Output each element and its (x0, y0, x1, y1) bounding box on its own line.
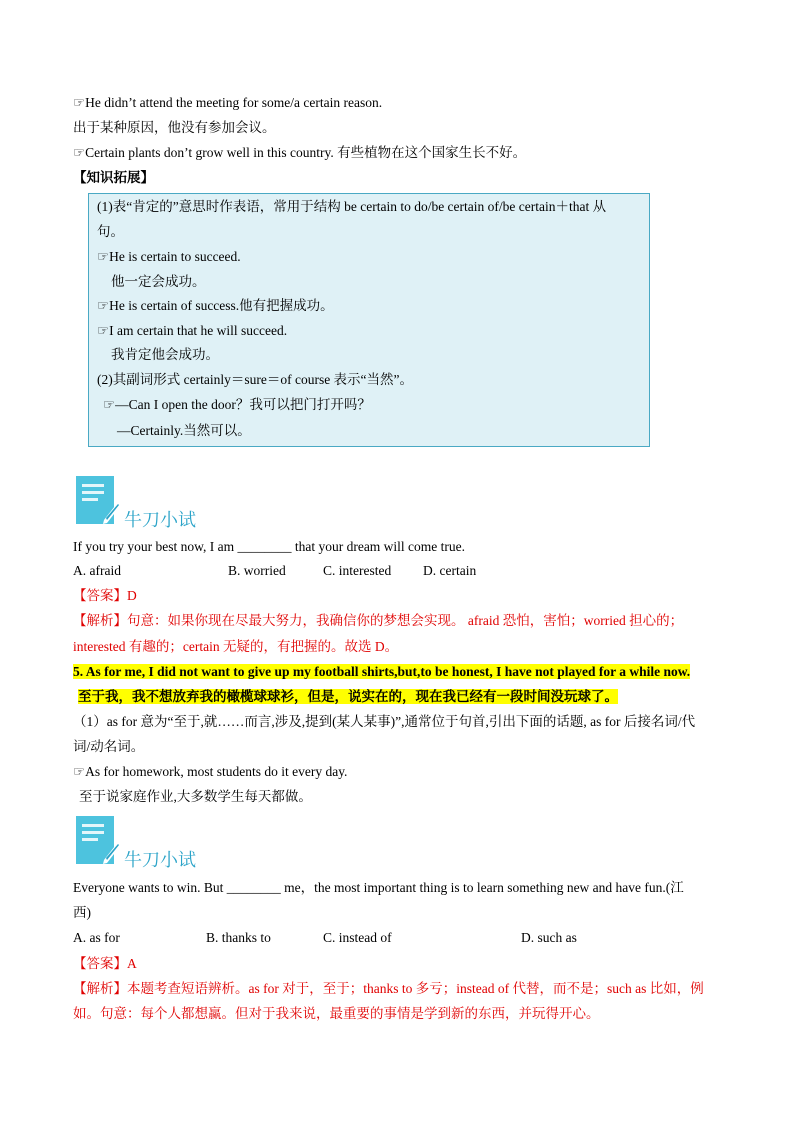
quiz2-option-b: B. thanks to (206, 930, 271, 945)
knowledge-line: ☞—Can I open the door？我可以把门打开吗？ (103, 397, 371, 412)
knowledge-line: —Certainly.当然可以。 (117, 423, 251, 438)
quiz2-option-d: D. such as (521, 930, 577, 945)
notepad-pencil-icon (74, 474, 122, 528)
point5-note: 词/动名词。 (73, 739, 145, 754)
knowledge-line: ☞He is certain to succeed. (97, 249, 241, 264)
intro-ex2: ☞Certain plants don’t grow well in this country. 有些植物在这个国家生长不好。 (73, 145, 527, 160)
knowledge-line: ☞I am certain that he will succeed. (97, 323, 288, 338)
quiz2-analysis: 【解析】本题考查短语辨析。as for 对于，至于；thanks to 多亏；instead of 代替，而不是；such as 比如，例 (73, 981, 704, 996)
quiz2-analysis: 如。句意：每个人都想赢。但对于我来说，最重要的事情是学到新的东西，并玩得开心。 (73, 1006, 600, 1021)
intro-ex1-zh: 出于某种原因，他没有参加会议。 (73, 120, 276, 135)
quiz-section-header (74, 814, 204, 870)
knowledge-heading: 【知识拓展】 (73, 170, 154, 185)
quiz1-analysis: 【解析】句意：如果你现在尽最大努力，我确信你的梦想会实现。 afraid 恐怕，害怕；worried 担心的； (73, 613, 684, 628)
quiz1-option-c: C. interested (323, 563, 392, 578)
quiz1-analysis: interested 有趣的；certain 无疑的，有把握的。故选 D。 (73, 639, 399, 654)
point5-example-en: ☞As for homework, most students do it every day. (73, 764, 348, 779)
quiz1-option-a: A. afraid (73, 563, 121, 578)
quiz-title: 牛刀小试 (124, 510, 196, 531)
point5-translation: 至于我，我不想放弃我的橄榄球球衫，但是，说实在的，现在我已经有一段时间没玩球了。 (78, 689, 618, 704)
quiz1-question: If you try your best now, I am ________ that your dream will come true. (73, 539, 466, 554)
point5-example-zh: 至于说家庭作业,大多数学生每天都做。 (79, 789, 312, 804)
knowledge-line: 他一定会成功。 (111, 274, 206, 289)
quiz2-option-a: A. as for (73, 930, 120, 945)
point5-sentence: 5. As for me, I did not want to give up my football shirts,but,to be honest, I have not played for a while now. (73, 664, 691, 679)
intro-ex1-en: ☞He didn’t attend the meeting for some/a certain reason. (73, 95, 383, 110)
quiz1-option-d: D. certain (423, 563, 477, 578)
point5-note: （1）as for 意为“至于,就……而言,涉及,提到(某人某事)”,通常位于句首,引出下面的话题, as for 后接名词/代 (73, 714, 696, 729)
quiz-title: 牛刀小试 (124, 850, 196, 871)
quiz2-option-c: C. instead of (323, 930, 392, 945)
knowledge-line: 句。 (97, 224, 124, 239)
knowledge-line: (1)表“肯定的”意思时作表语，常用于结构 be certain to do/be certain of/be certain＋that 从 (97, 199, 607, 214)
quiz-section-header (74, 474, 204, 530)
quiz2-question: 西) (73, 905, 91, 920)
knowledge-box (88, 193, 650, 447)
knowledge-line: 我肯定他会成功。 (111, 347, 219, 362)
knowledge-line: (2)其副词形式 certainly＝sure＝of course 表示“当然”。 (97, 372, 414, 387)
quiz1-option-b: B. worried (228, 563, 286, 578)
quiz2-question: Everyone wants to win. But ________ me，the most important thing is to learn something new and have fun.(江 (73, 880, 684, 895)
quiz2-answer: 【答案】A (73, 956, 137, 971)
knowledge-line: ☞He is certain of success.他有把握成功。 (97, 298, 334, 313)
quiz1-answer: 【答案】D (73, 588, 137, 603)
notepad-pencil-icon (74, 814, 122, 868)
